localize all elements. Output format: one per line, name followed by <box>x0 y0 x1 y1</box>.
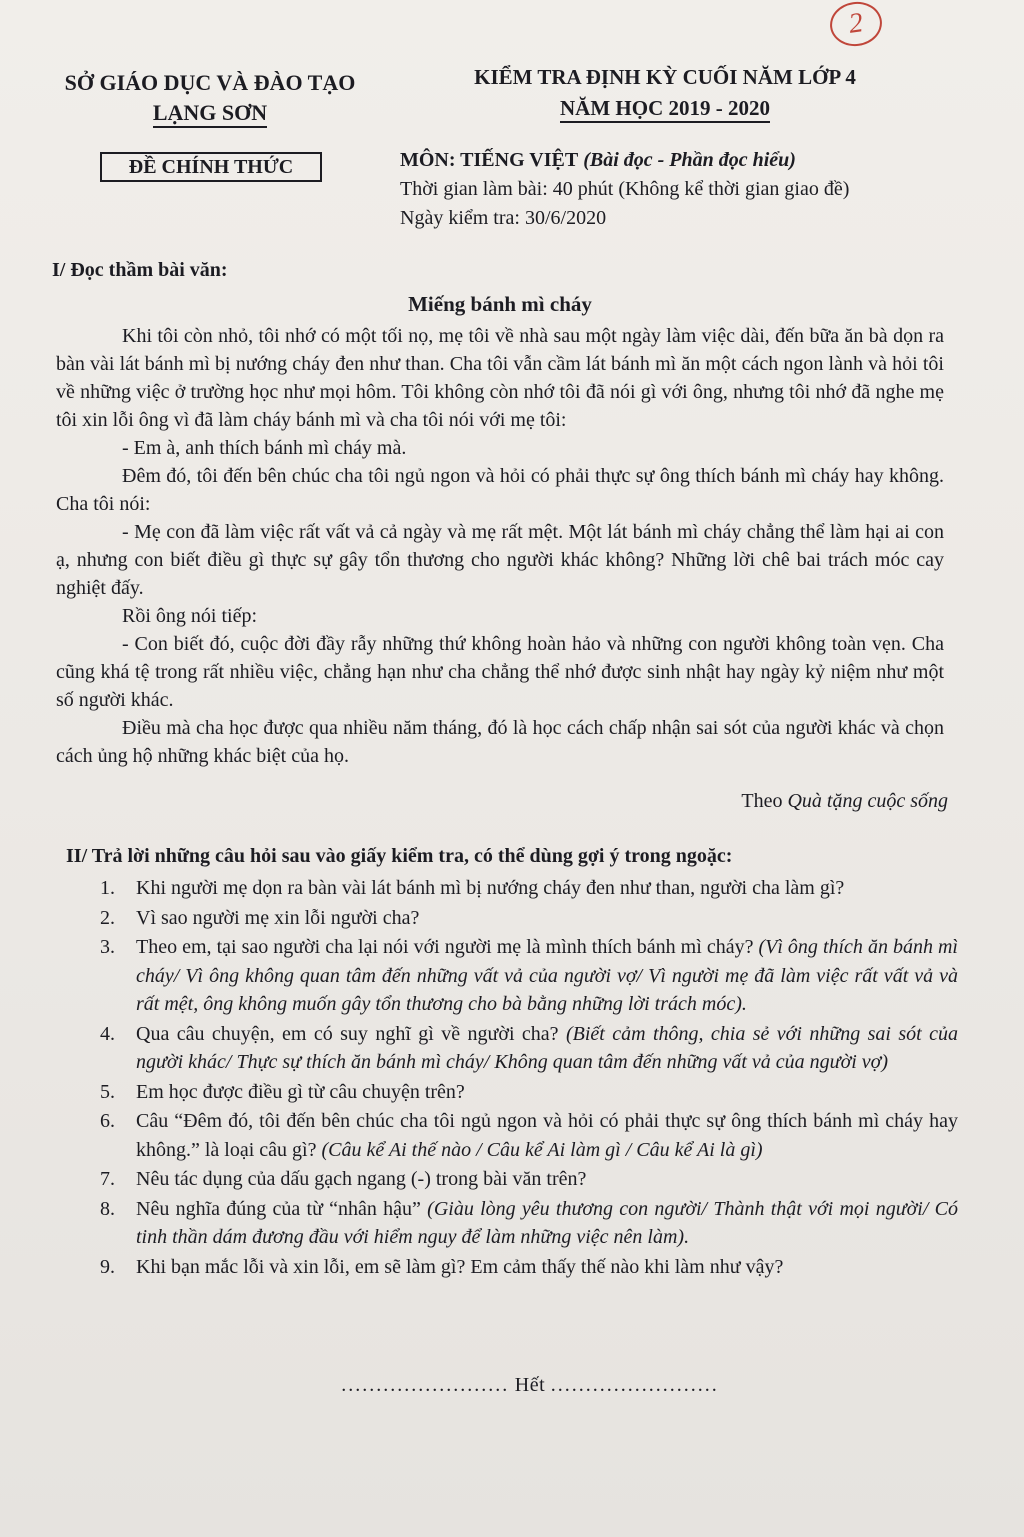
subject-line <box>400 146 960 175</box>
section-1-heading: I/ Đọc thầm bài văn: <box>52 259 228 281</box>
story-paragraph: Khi tôi còn nhỏ, tôi nhớ có một tối nọ, mẹ tôi về nhà sau một ngày làm việc dài, đến bữa ăn bà dọn ra bàn vài lát bánh mì bị nướng cháy đen như than. Cha tôi vẫn cầm lát bánh mì ăn một cách ngon lành và hỏi tôi về những việc ở trường học như mọi hôm. Tôi không còn nhớ tôi đã nói gì với ông, nhưng tôi nhớ đã nghe mẹ tôi xin lỗi ông vì đã làm cháy bánh mì và cha tôi nói với mẹ tôi: <box>56 325 944 431</box>
grading-mark: 2 <box>827 0 885 49</box>
exam-header <box>420 62 910 124</box>
exam-title: KIỂM TRA ĐỊNH KỲ CUỐI NĂM LỚP 4 <box>474 65 856 89</box>
end-marker: ........................ Hết ........................ <box>341 1374 719 1396</box>
story-paragraph: Đêm đó, tôi đến bên chúc cha tôi ngủ ngon và hỏi có phải thực sự ông thích bánh mì cháy hay không. Cha tôi nói: <box>56 465 944 515</box>
province-name: LẠNG SƠN <box>153 100 267 128</box>
story-paragraph: Rồi ông nói tiếp: <box>122 605 257 627</box>
official-exam-box: ĐỀ CHÍNH THỨC <box>100 152 322 182</box>
story-source: Theo Quà tặng cuộc sống <box>741 790 948 812</box>
subject-info <box>400 146 960 233</box>
section-2-heading: II/ Trả lời những câu hỏi sau vào giấy kiểm tra, có thể dùng gợi ý trong ngoặc: <box>66 845 733 867</box>
question-item: 9. Khi bạn mắc lỗi và xin lỗi, em sẽ làm gì? Em cảm thấy thế nào khi làm như vậy? <box>100 1255 784 1278</box>
story-title: Miếng bánh mì cháy <box>408 292 592 316</box>
school-year: NĂM HỌC 2019 - 2020 <box>560 95 770 123</box>
question-item: 6. Câu “Đêm đó, tôi đến bên chúc cha tôi ngủ ngon và hỏi có phải thực sự ông thích bánh mì cháy hay không.” là loại câu gì? (Câu kể Ai thế nào / Câu kể Ai làm gì / Câu kể Ai là gì) <box>100 1110 958 1161</box>
question-list <box>100 874 958 1282</box>
source-title: Quà tặng cuộc sống <box>787 790 948 812</box>
story-paragraph: - Mẹ con đã làm việc rất vất vả cả ngày và mẹ rất mệt. Một lát bánh mì cháy chẳng thể làm hại ai con ạ, nhưng con biết điều gì thực sự gây tổn thương cho người khác không? Những lời chê bai trách móc cay nghiệt đấy. <box>56 521 944 599</box>
story-paragraph: Điều mà cha học được qua nhiều năm tháng, đó là học cách chấp nhận sai sót của người khác và chọn cách ủng hộ những khác biệt của họ. <box>56 717 944 767</box>
story-body <box>56 322 944 770</box>
question-item: 7. Nêu tác dụng của dấu gạch ngang (-) trong bài văn trên? <box>100 1168 587 1190</box>
story-paragraph: - Em à, anh thích bánh mì cháy mà. <box>122 437 407 459</box>
question-item: 4. Qua câu chuyện, em có suy nghĩ gì về người cha? (Biết cảm thông, chia sẻ với những sai sót của người khác/ Thực sự thích ăn bánh mì cháy/ Không quan tâm đến những vất vả của người vợ) <box>100 1022 958 1073</box>
exam-date: Ngày kiểm tra: 30/6/2020 <box>400 207 607 229</box>
question-item: 2. Vì sao người mẹ xin lỗi người cha? <box>100 906 420 929</box>
question-item: 8. Nêu nghĩa đúng của từ “nhân hậu” (Giàu lòng yêu thương con người/ Thành thật với mọi người/ Có tinh thần dám đương đầu với hiểm nguy để làm những việc nên làm). <box>100 1197 958 1248</box>
question-item: 3. Theo em, tại sao người cha lại nói với người mẹ là mình thích bánh mì cháy? (Vì ông thích ăn bánh mì cháy/ Vì ông không quan tâm đến những vất vả của người vợ/ Vì người mẹ đã làm việc rất vất vả và rất mệt, ông không muốn gây tổn thương cho bà bằng những lời trách móc). <box>100 936 958 1015</box>
department-name: SỞ GIÁO DỤC VÀ ĐÀO TẠO <box>64 70 356 95</box>
end-word: Hết <box>514 1374 546 1396</box>
time-limit: Thời gian làm bài: 40 phút (Không kể thời gian giao đề) <box>400 178 850 200</box>
story-paragraph: - Con biết đó, cuộc đời đầy rẫy những thứ không hoàn hảo và những con người không toàn vẹn. Cha cũng khá tệ trong rất nhiều việc, chẳng hạn như cha chẳng thể nhớ được sinh nhật hay ngày kỷ niệm như một số người khác. <box>56 633 944 711</box>
subject-label: MÔN: TIẾNG VIỆT <box>400 149 579 171</box>
question-item: 5. Em học được điều gì từ câu chuyện trên? <box>100 1080 465 1103</box>
department-header <box>40 68 380 128</box>
subject-part: (Bài đọc - Phần đọc hiểu) <box>583 149 796 171</box>
question-item: 1. Khi người mẹ dọn ra bàn vài lát bánh mì bị nướng cháy đen như than, người cha làm gì? <box>100 877 845 899</box>
